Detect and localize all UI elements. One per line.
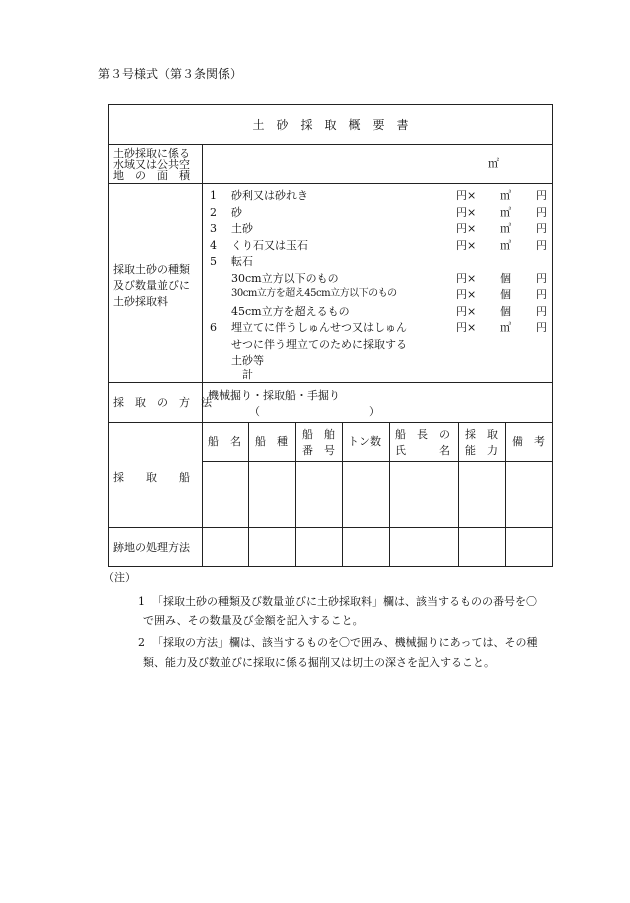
soil-row-unit: ㎥ (500, 189, 511, 202)
soil-row-yen: 円 (536, 288, 547, 301)
area-label-line1: 土砂採取に係る (113, 147, 190, 160)
soil-row-text: せつに伴う埋立てのために採取する (231, 337, 407, 351)
area-label-line2: 水域又は公共空 (113, 158, 190, 171)
note-line: 「採取土砂の種類及び数量並びに土砂採取料」欄は、該当するものの番号を〇 (152, 595, 537, 608)
soil-row-text: 30cm立方以下のもの (231, 271, 339, 285)
soil-row-text: 埋立てに伴うしゅんせつ又はしゅん (231, 321, 407, 334)
row-divider (108, 527, 553, 528)
area-label-line3: 地 の 面 積 (113, 169, 190, 182)
soil-row-text: 45cm立方を超えるもの (231, 304, 350, 318)
soil-row-unit-price: 円× (456, 189, 477, 202)
note-line: で囲み、その数量及び金額を記入すること。 (143, 614, 364, 627)
soil-row-yen: 円 (536, 321, 547, 334)
site-label: 跡地の処理方法 (113, 541, 190, 554)
form-title: 土 砂 採 取 概 要 書 (252, 118, 409, 132)
ship-col-tonnage: トン数 (348, 435, 381, 448)
method-label: 採 取 の 方 法 (113, 396, 212, 409)
soil-row-yen: 円 (536, 271, 547, 285)
table-border-top (108, 104, 553, 105)
soil-row-unit: ㎥ (500, 205, 511, 219)
label-column-divider (202, 144, 203, 567)
form-label: 第３号様式（第３条関係） (98, 67, 243, 81)
soil-label-line1: 採取土砂の種類 (113, 263, 190, 276)
method-paren-close: ） (369, 405, 380, 418)
soil-row-num: 3 (210, 222, 217, 235)
area-unit: ㎡ (488, 157, 499, 170)
ship-col-capacity-line1: 採 取 (465, 428, 498, 441)
soil-row-text: 土砂 (231, 222, 253, 235)
soil-row-unit-price: 円× (456, 238, 477, 252)
method-paren-open: （ (249, 405, 260, 418)
ship-col-capacity-line2: 能 力 (465, 444, 498, 457)
ship-header-divider (202, 461, 553, 462)
table-border-right (552, 104, 553, 567)
ship-col-divider (389, 422, 390, 567)
soil-row-num: 2 (210, 205, 217, 219)
soil-label-line3: 土砂採取料 (113, 295, 168, 308)
soil-row-text: 砂利又は砂れき (231, 189, 308, 202)
soil-row-unit: 個 (500, 304, 511, 318)
ship-col-captain-line1: 船 長 の (395, 428, 450, 441)
table-border-left (108, 104, 109, 567)
ship-label: 採 取 船 (113, 471, 190, 484)
soil-row-yen: 円 (536, 205, 547, 219)
soil-row-unit: ㎥ (500, 238, 511, 252)
note-number: 1 (138, 595, 145, 608)
soil-row-num: 6 (210, 321, 217, 334)
soil-row-text: 土砂等 (231, 354, 264, 367)
soil-row-unit-price: 円× (456, 205, 477, 219)
ship-col-number-line2: 番 号 (302, 444, 335, 457)
soil-row-text: 転石 (231, 255, 253, 268)
note-number: 2 (138, 636, 145, 649)
soil-total-label: 計 (242, 368, 253, 381)
soil-row-unit-price: 円× (456, 321, 477, 334)
row-divider (108, 382, 553, 383)
soil-row-unit: 個 (500, 271, 511, 285)
ship-col-divider (295, 422, 296, 567)
note-line: 「採取の方法」欄は、該当するものを〇で囲み、機械掘りにあっては、その種 (152, 636, 538, 649)
note-line: 類、能力及び数並びに採取に係る掘削又は切土の深さを記入すること。 (143, 656, 495, 669)
row-divider (108, 422, 553, 423)
soil-row-unit-price: 円× (456, 271, 477, 285)
soil-row-yen: 円 (536, 304, 547, 318)
soil-row-num: 4 (210, 238, 217, 252)
soil-row-unit-price: 円× (456, 304, 477, 318)
row-divider (108, 144, 553, 145)
soil-row-yen: 円 (536, 238, 547, 252)
soil-row-yen: 円 (536, 222, 547, 235)
row-divider (108, 183, 553, 184)
soil-row-unit: ㎥ (500, 222, 511, 235)
soil-row-yen: 円 (536, 189, 547, 202)
ship-col-number-line1: 船 舶 (302, 428, 335, 441)
soil-row-unit-price: 円× (456, 222, 477, 235)
table-border-bottom (108, 566, 553, 567)
notes-heading: （注） (103, 571, 136, 584)
ship-col-type: 船 種 (255, 435, 288, 448)
method-options: 機械掘り・採取船・手掘り (208, 389, 340, 402)
ship-col-divider (342, 422, 343, 567)
soil-row-text: 砂 (231, 205, 242, 219)
soil-row-unit: 個 (500, 288, 511, 301)
soil-row-text: 30cm立方を超え45cm立方以下のもの (231, 288, 397, 299)
soil-row-num: 5 (210, 255, 217, 268)
soil-row-text: くり石又は玉石 (231, 238, 308, 252)
soil-row-num: 1 (210, 189, 217, 202)
ship-col-divider (458, 422, 459, 567)
ship-col-captain-line2: 氏 名 (395, 444, 450, 457)
ship-col-remarks: 備 考 (512, 435, 545, 448)
ship-col-name: 船 名 (208, 435, 241, 448)
soil-label-line2: 及び数量並びに (113, 279, 190, 292)
soil-row-unit: ㎥ (500, 321, 511, 334)
ship-col-divider (248, 422, 249, 567)
soil-row-unit-price: 円× (456, 288, 477, 301)
ship-col-divider (505, 422, 506, 567)
